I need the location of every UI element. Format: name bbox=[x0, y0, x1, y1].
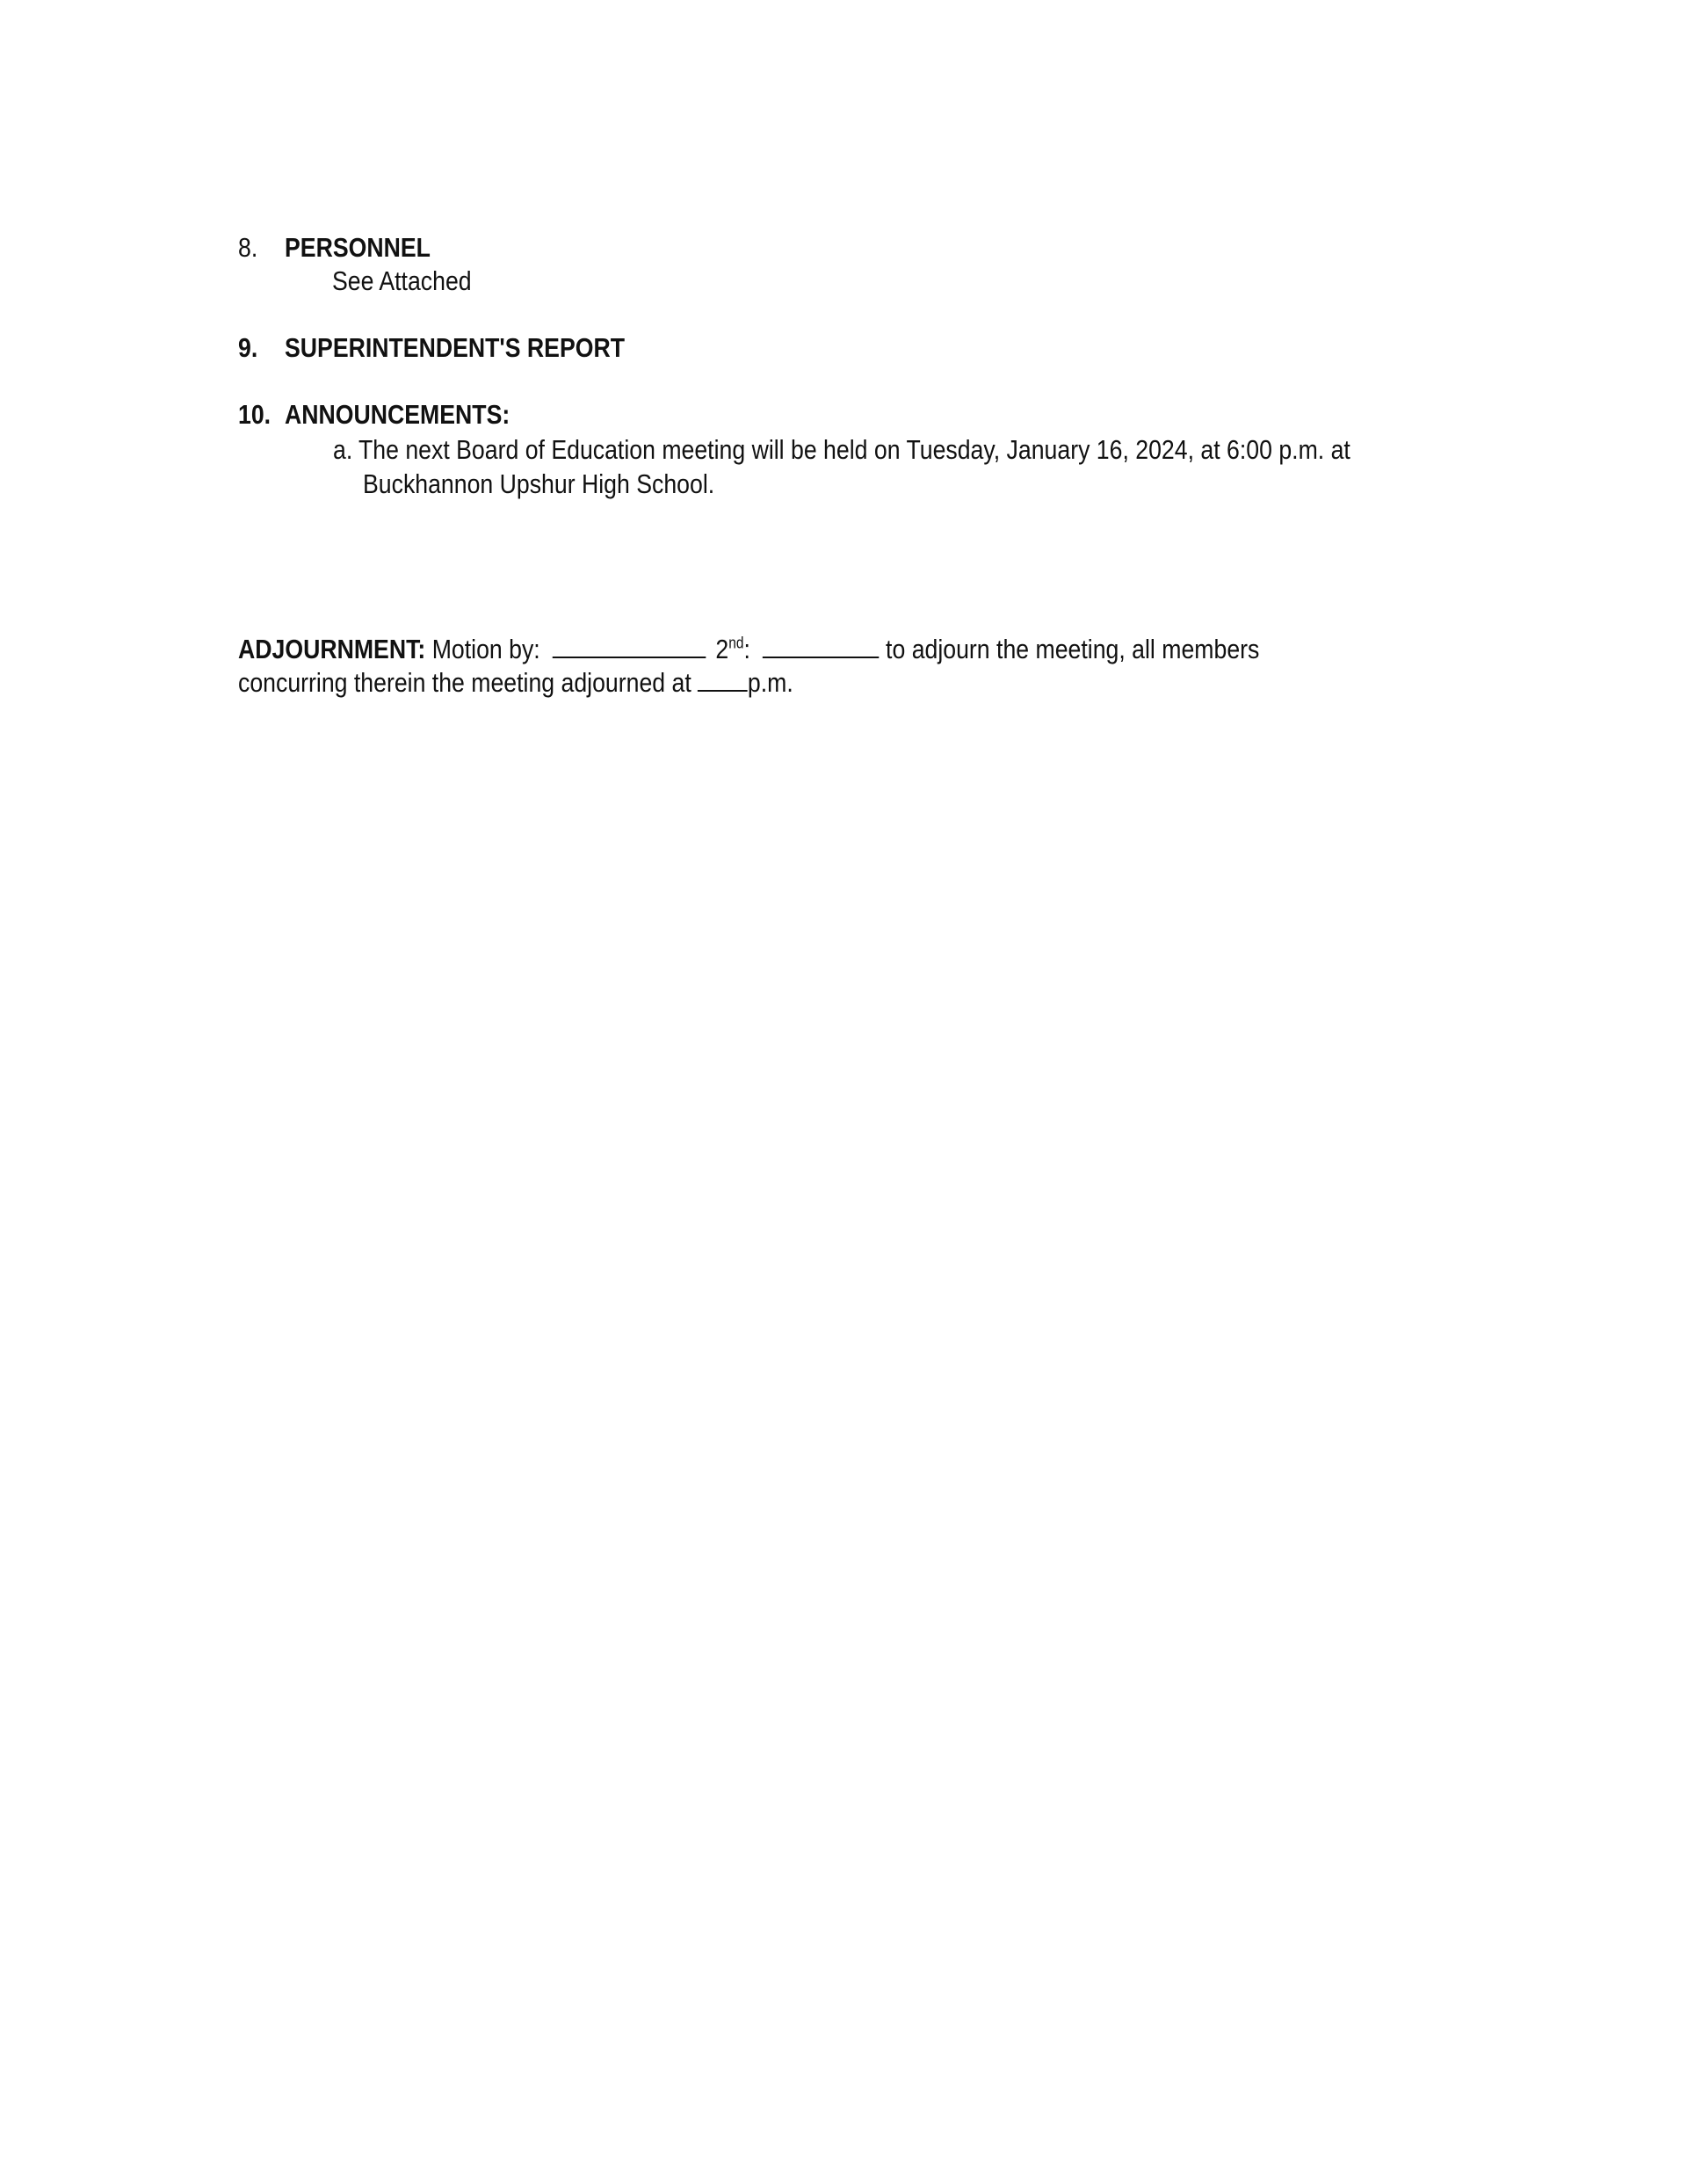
item-8-body: See Attached bbox=[332, 265, 472, 296]
pm-label: p.m. bbox=[747, 667, 793, 698]
second-blank[interactable] bbox=[763, 634, 879, 658]
concurring-text: concurring therein the meeting adjourned at bbox=[238, 667, 691, 698]
motion-by-blank[interactable] bbox=[553, 634, 706, 658]
adjourned-time-blank[interactable] bbox=[698, 667, 748, 692]
item-9-number: 9. bbox=[238, 332, 258, 363]
item-8-number: 8. bbox=[238, 232, 258, 263]
adjournment-label: ADJOURNMENT: bbox=[238, 634, 426, 664]
adjourn-text: to adjourn the meeting, all members bbox=[886, 634, 1260, 664]
item-10-number: 10. bbox=[238, 399, 272, 430]
item-10-heading: ANNOUNCEMENTS: bbox=[285, 399, 510, 430]
adjournment-line-2 bbox=[238, 666, 793, 700]
adjournment-line-1 bbox=[238, 633, 1259, 666]
motion-by-label: Motion by: bbox=[431, 634, 540, 664]
item-9-heading: SUPERINTENDENT'S REPORT bbox=[285, 332, 626, 363]
announcement-a-line2: Buckhannon Upshur High School. bbox=[363, 468, 715, 499]
announcement-a-line1: The next Board of Education meeting will be held on Tuesday, January 16, 2024, at 6:00 p.m. at bbox=[358, 434, 1350, 465]
item-8-heading: PERSONNEL bbox=[285, 232, 431, 263]
announcement-a-marker: a. bbox=[333, 434, 353, 465]
second-label: 2nd: bbox=[715, 634, 750, 664]
